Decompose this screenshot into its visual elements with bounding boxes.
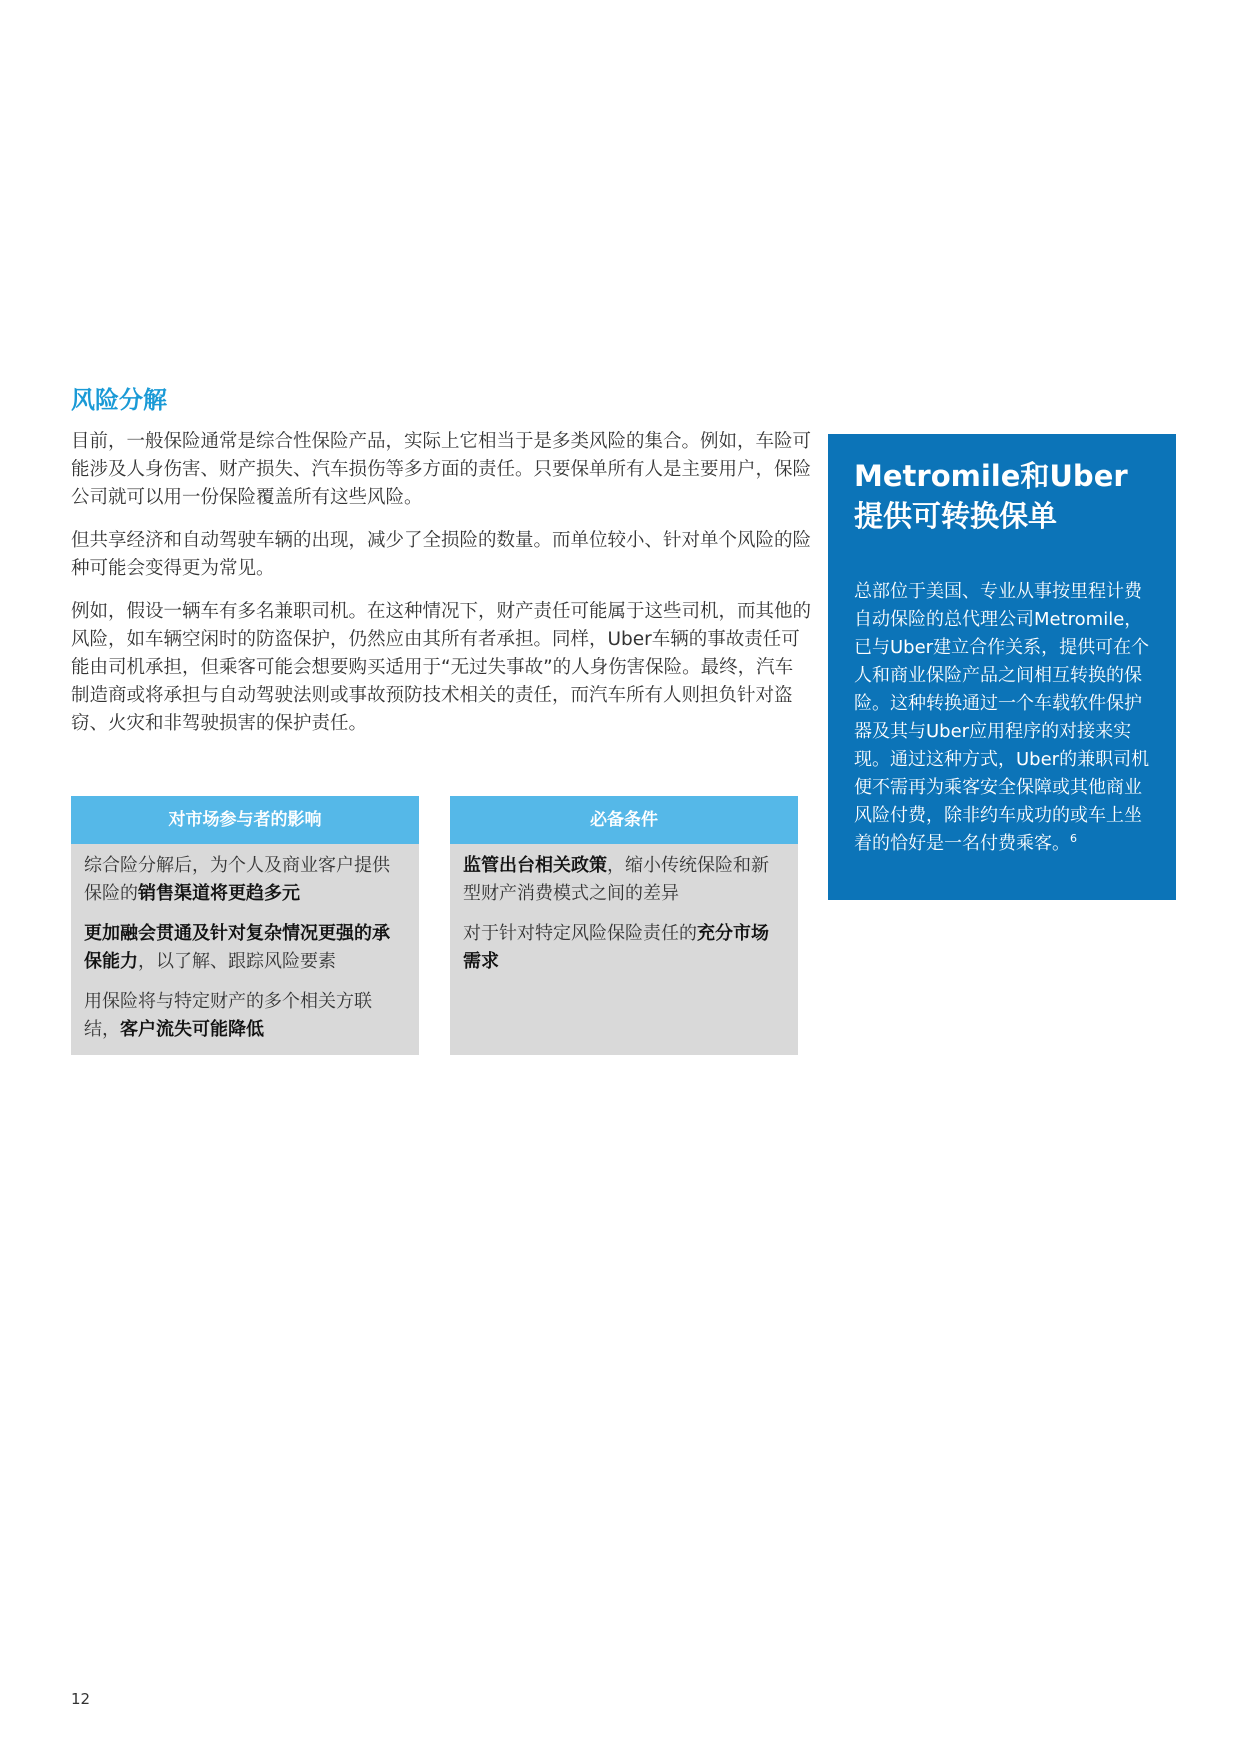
impact-item: 综合险分解后，为个人及商业客户提供保险的销售渠道将更趋多元: [84, 855, 390, 904]
requirements-list: [450, 844, 798, 976]
sidebar-box: [828, 434, 1176, 900]
requirements-column: [450, 796, 798, 1055]
impact-list: [71, 844, 419, 1044]
impact-item: 更加融会贯通及针对复杂情况更强的承保能力，以了解、跟踪风险要素: [84, 923, 390, 972]
footnote-ref: 6: [1070, 832, 1077, 845]
requirement-item: 对于针对特定风险保险责任的充分市场需求: [463, 923, 769, 972]
page-number: 12: [71, 1690, 91, 1708]
sidebar-body-text: 总部位于美国、专业从事按里程计费自动保险的总代理公司Metromile，已与Uber建立合作关系，提供可在个人和商业保险产品之间相互转换的保险。这种转换通过一个车载软件保护器及其与Uber应用程序的对接来实现。通过这种方式，Uber的兼职司机便不需再为乘客安全保障或其他商业风险付费，除非约车成功的或车上坐着的恰好是一名付费乘客。: [854, 581, 1150, 854]
requirements-header: 必备条件: [450, 796, 798, 844]
sidebar-body: [854, 578, 1150, 858]
impact-column: [71, 796, 419, 1055]
impact-item: 用保险将与特定财产的多个相关方联结，客户流失可能降低: [84, 991, 372, 1040]
paragraph-1: 目前，一般保险通常是综合性保险产品，实际上它相当于是多类风险的集合。例如，车险可能涉及人身伤害、财产损失、汽车损伤等多方面的责任。只要保单所有人是主要用户，保险公司就可以用一份保险覆盖所有这些风险。: [71, 431, 812, 508]
impact-header: 对市场参与者的影响: [71, 796, 419, 844]
body-text: [71, 428, 811, 753]
paragraph-2: 但共享经济和自动驾驶车辆的出现，减少了全损险的数量。而单位较小、针对单个风险的险种可能会变得更为常见。: [71, 530, 812, 579]
sidebar-title: Metromile和Uber提供可转换保单: [854, 459, 1128, 533]
requirement-item: 监管出台相关政策，缩小传统保险和新型财产消费模式之间的差异: [463, 855, 769, 904]
paragraph-3: 例如，假设一辆车有多名兼职司机。在这种情况下，财产责任可能属于这些司机，而其他的风险，如车辆空闲时的防盗保护，仍然应由其所有者承担。同样，Uber车辆的事故责任可能由司机承担，但乘客可能会想要购买适用于“无过失事故”的人身伤害保险。最终，汽车制造商或将承担与自动驾驶法则或事故预防技术相关的责任，而汽车所有人则担负针对盗窃、火灾和非驾驶损害的保护责任。: [71, 601, 812, 734]
section-heading: 风险分解: [71, 386, 167, 414]
